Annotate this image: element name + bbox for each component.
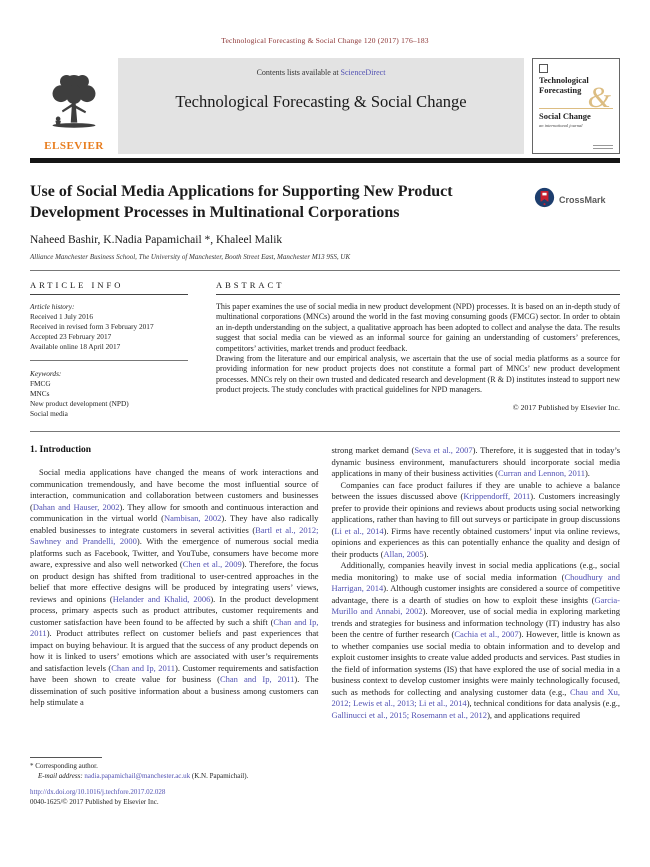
journal-cover-thumbnail[interactable] xyxy=(532,58,620,154)
elsevier-wordmark: ELSEVIER xyxy=(44,140,104,152)
crossmark-badge[interactable] xyxy=(534,187,606,213)
text-segment: E-mail address: xyxy=(38,771,85,780)
text-segment: ). With the emergence of numerous social media platforms such as Facebook, Twitter, and YouTube, consumers have become more aware, expressive and also well networked ( xyxy=(30,536,319,569)
citation-link[interactable]: Li et al., 2014 xyxy=(334,525,384,536)
text-segment: ). xyxy=(423,548,429,559)
citation-link[interactable]: Bartl et al., 2012; Sawhney and Prandelli, 2000 xyxy=(30,524,319,546)
doi-link[interactable]: http://dx.doi.org/10.1016/j.techfore.2017.02.028 xyxy=(30,788,166,796)
body-right-column xyxy=(332,445,621,781)
body-paragraph xyxy=(332,560,621,721)
citation-link[interactable]: Dahan and Hauser, 2002 xyxy=(32,501,120,512)
text-segment: ). Although customer insights are considered a source of competitive advantage, there is a dearth of studies on how to exploit these insights ( xyxy=(331,583,620,605)
page-footer xyxy=(30,788,165,807)
text-segment: ). In the product development process, primary aspects such as product attributes, customer requirements and customer satisfaction have been found to be affected by such a shift ( xyxy=(30,593,319,627)
citation-link[interactable]: Chen et al., 2009 xyxy=(182,559,242,569)
info-divider xyxy=(30,360,188,361)
citation-link[interactable]: Chan and Ip, 2011 xyxy=(219,674,295,684)
history-item: Received in revised form 3 February 2017 xyxy=(30,322,154,331)
cover-ampersand: & xyxy=(587,81,611,114)
footnote-line1: * Corresponding author. xyxy=(30,762,98,770)
citation-link[interactable]: Seva et al., 2007 xyxy=(414,445,473,455)
keyword-item: Social media xyxy=(30,409,68,418)
footnote-rule xyxy=(30,757,102,758)
cover-title-line2: Forecasting xyxy=(539,84,582,95)
body-left-column xyxy=(30,445,319,781)
keyword-item: MNCs xyxy=(30,389,50,398)
text-segment: ). xyxy=(584,468,590,478)
text-segment: ), and applications required xyxy=(487,709,581,720)
masthead-divider-bar xyxy=(30,158,620,163)
footnote-line2 xyxy=(30,772,319,782)
text-segment: ). However, little is known as to whether companies use social media to obtain information and to develop and exploit customer insights to create value added products and services. Past studies in the field of information systems (IS) that have explored the use of social media in a business context to develop customer insights were mainly technologically focused, such as methods for collecting and analysing customer data (e.g., xyxy=(331,629,620,697)
text-segment: Companies can face product failures if they are unable to achieve a balance between the issues discussed above ( xyxy=(331,479,620,501)
citation-link[interactable]: Krippendorff, 2011 xyxy=(463,491,531,501)
text-segment: ). They allow for smooth and continuous interaction and communication in the virtual world ( xyxy=(30,501,319,523)
abstract-copyright: © 2017 Published by Elsevier Inc. xyxy=(512,402,620,412)
history-item: Available online 18 April 2017 xyxy=(30,342,121,351)
text-segment: Social media applications have changed the means of work interactions and communication tremendously, and have become the most influential source of interaction, communication and collaboration between customers and businesses ( xyxy=(30,467,319,512)
text-segment: ). The dissemination of such positive information about a business among customers can help stimulate a xyxy=(30,674,319,707)
affiliation-line: Alliance Manchester Business School, The University of Manchester, Booth Street East, Manchester M13 9SS, UK xyxy=(30,253,351,261)
citation-link[interactable]: Nambisan, 2002 xyxy=(163,513,222,523)
cover-title-line3: Social Change xyxy=(539,108,613,121)
crossmark-label: CrossMark xyxy=(559,195,606,205)
issn-copyright-line: 0040-1625/© 2017 Published by Elsevier Inc. xyxy=(30,797,159,806)
keywords-block xyxy=(30,369,188,419)
text-segment: ). Firms have recently obtained customers’ input via online reviews, opinions and experiences as this can potentially enhance the quality and design of their products ( xyxy=(331,525,620,559)
text-segment: ). Therefore, the focus on product design has shifted from traditional to user-centred approaches in the belief that more effective designs will be produced by integrating users’ views, reviews and opinions ( xyxy=(30,559,319,604)
body-columns xyxy=(30,432,620,781)
cover-publisher-mark xyxy=(593,143,613,149)
cover-mini-logo-icon xyxy=(539,64,548,73)
cover-tagline: an international journal xyxy=(539,122,583,128)
keyword-item: FMCG xyxy=(30,379,51,388)
contents-line xyxy=(118,68,524,77)
corresponding-author-footnote xyxy=(30,757,319,781)
title-block xyxy=(30,181,620,223)
info-abstract-section xyxy=(30,271,620,419)
journal-banner xyxy=(118,58,524,154)
email-link[interactable]: nadia.papamichail@manchester.ac.uk xyxy=(84,771,191,780)
citation-link[interactable]: Cachia et al., 2007 xyxy=(454,629,519,639)
text-segment: ). Customer requirements and satisfaction have been shown to create value for business ( xyxy=(30,662,319,684)
abstract-column xyxy=(216,280,620,419)
citation-link[interactable]: Gallinucci et al., 2015; Rosemann et al., 2012 xyxy=(331,709,488,720)
keyword-item: New product development (NPD) xyxy=(30,399,129,408)
journal-title: Technological Forecasting & Social Change xyxy=(175,92,467,111)
elsevier-tree-icon xyxy=(46,72,102,139)
paper-title: Use of Social Media Applications for Supporting New Product Development Processes in Multinational Corporations xyxy=(30,183,453,221)
text-segment: Additionally, companies heavily invest in social media applications (e.g., social media monitoring) to make use of social media information ( xyxy=(331,560,620,582)
citation-link[interactable]: Curran and Lennon, 2011 xyxy=(497,468,585,478)
body-paragraph xyxy=(332,480,621,561)
citation-link[interactable]: Allan, 2005 xyxy=(383,548,424,559)
citation-link[interactable]: Garcia-Murillo and Annabi, 2002 xyxy=(331,594,620,616)
contents-prefix: Contents lists available at xyxy=(256,68,341,77)
citation-link[interactable]: Choudhury and Harrigan, 2014 xyxy=(331,571,620,593)
text-segment: ). Product attributes reflect on customer beliefs and past experiences that impact on buying behaviour. It is argued that the success of any product depends on how it is linked to users’ emotions which are associated with user’s requirements and satisfaction levels ( xyxy=(30,628,319,673)
text-segment: strong market demand ( xyxy=(331,445,415,455)
abstract-heading: ABSTRACT xyxy=(216,280,620,295)
text-segment: ), technical conditions for data analysis (e.g., xyxy=(466,698,620,708)
elsevier-logo xyxy=(30,58,118,154)
crossmark-icon xyxy=(534,187,555,213)
history-item: Accepted 23 February 2017 xyxy=(30,332,112,341)
text-segment: (K.N. Papamichail). xyxy=(190,771,249,780)
citation-link[interactable]: Chau and Xu, 2012; Lewis et al., 2013; Li et al., 2014 xyxy=(331,686,620,708)
cover-title-line1: Technological xyxy=(539,75,589,85)
authors-line: Naheed Bashir, K.Nadia Papamichail *, Khaleel Malik xyxy=(30,234,283,246)
article-info-column xyxy=(30,280,188,419)
section-heading-introduction: 1. Introduction xyxy=(30,445,92,455)
article-history-block xyxy=(30,302,188,352)
body-paragraph xyxy=(30,467,319,709)
article-info-heading: ARTICLE INFO xyxy=(30,280,188,295)
citation-link[interactable]: Chan and Ip, 2011 xyxy=(111,662,175,673)
abstract-paragraph-2: Drawing from the literature and our empirical analysis, we ascertain that the use of social media platforms as a source for providing information for new product projects does not constitute a formal part of MNCs’ new product development processes. MNCs rely on their own trusted and dedicated research and development (R & D) institutes instead to support new product projects. The study concludes with practical guidelines for NPD managers. xyxy=(216,354,620,395)
article-history-label: Article history: xyxy=(30,302,75,311)
sciencedirect-link[interactable]: ScienceDirect xyxy=(340,68,386,77)
keywords-label: Keywords: xyxy=(30,369,62,378)
journal-citation-header: Technological Forecasting & Social Change 120 (2017) 176–183 xyxy=(221,36,429,45)
abstract-paragraph-1: This paper examines the use of social media in new product development (NPD) processes. It is based on an in-depth study of multinational corporations (MNCs) around the world in the fast moving consuming goods (FMCG) sector. In order to obtain an in-depth understanding on the subject, a qualitative approach has been adopted to collect and analyse the data. The results suggest that social media can be viewed as an informal source for gaining an understanding of customers’ preferences, competitors’ activities, market trends and product feedback. xyxy=(216,302,620,353)
citation-link[interactable]: Chan and Ip, 2011 xyxy=(30,616,319,638)
text-segment: ). They have also radically enabled businesses to integrate customers in several activities ( xyxy=(30,513,319,535)
masthead xyxy=(30,58,620,154)
history-item: Received 1 July 2016 xyxy=(30,312,94,321)
citation-link[interactable]: Helander and Khalid, 2006 xyxy=(112,593,211,604)
text-segment: ). Therefore, it is suggested that in today’s dynamic business environment, manufacturers should incorporate social media applications in many of their business activities ( xyxy=(331,445,620,478)
text-segment: ). Moreover, use of social media in exploring marketing trends and strategies for business and information technology (IT) industry has also been the centre of further research ( xyxy=(331,606,620,639)
body-paragraph xyxy=(332,445,621,480)
text-segment: ). Customers increasingly prefer to provide their opinions and reviews about products using social networking applications, rather than having to fill out surveys or participate in group discussions ( xyxy=(331,491,621,536)
